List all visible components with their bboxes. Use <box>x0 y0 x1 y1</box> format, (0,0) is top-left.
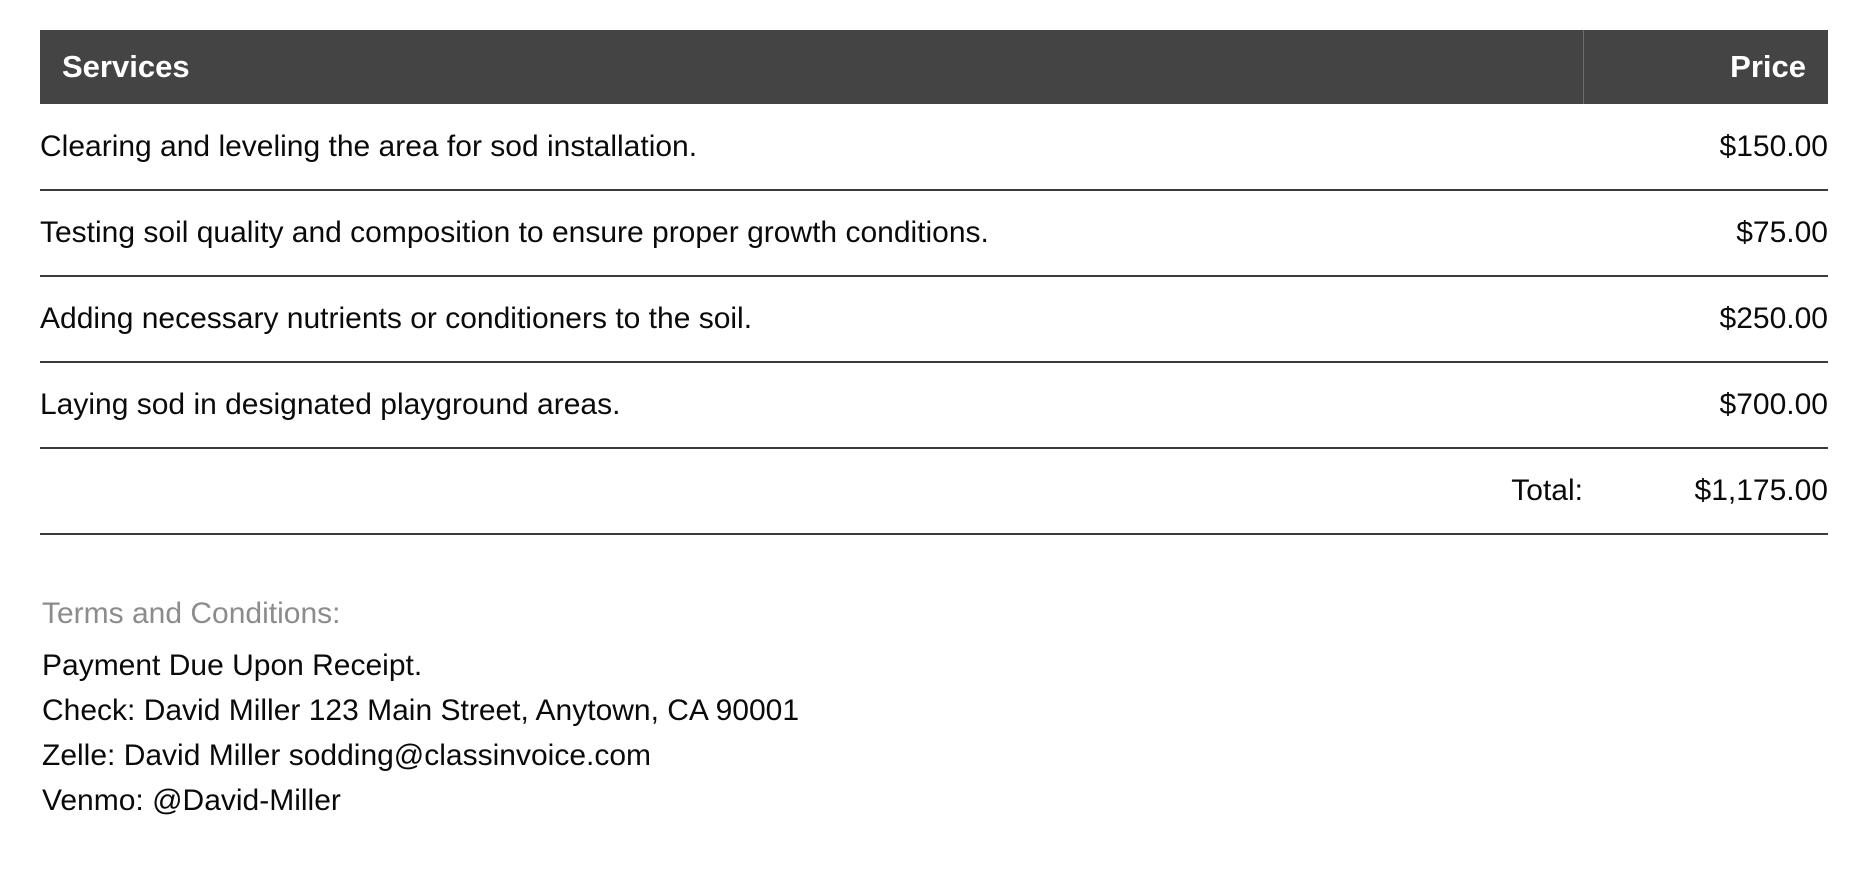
table-row <box>40 104 1828 190</box>
service-description: Adding necessary nutrients or conditioners to the soil. <box>40 276 1583 362</box>
terms-and-conditions-section <box>40 597 1828 823</box>
terms-line-check: Check: David Miller 123 Main Street, Anytown, CA 90001 <box>42 694 800 727</box>
service-description: Clearing and leveling the area for sod installation. <box>40 104 1583 190</box>
table-row <box>40 362 1828 448</box>
service-description: Testing soil quality and composition to ensure proper growth conditions. <box>40 190 1583 276</box>
services-table-head <box>40 30 1828 104</box>
service-price: $75.00 <box>1583 190 1828 276</box>
service-price: $150.00 <box>1583 104 1828 190</box>
services-table <box>40 30 1828 535</box>
total-row <box>40 448 1828 534</box>
table-row <box>40 190 1828 276</box>
terms-line-zelle: Zelle: David Miller sodding@classinvoice.com <box>42 739 652 772</box>
table-header-row <box>40 30 1828 104</box>
service-price: $700.00 <box>1583 362 1828 448</box>
total-value: $1,175.00 <box>1583 448 1828 534</box>
column-header-price: Price <box>1583 30 1828 104</box>
service-description: Laying sod in designated playground areas. <box>40 362 1583 448</box>
services-table-body <box>40 104 1828 534</box>
service-price: $250.00 <box>1583 276 1828 362</box>
table-row <box>40 276 1828 362</box>
terms-line-venmo: Venmo: @David-Miller <box>42 784 341 817</box>
terms-line-payment: Payment Due Upon Receipt. <box>42 649 423 682</box>
total-label: Total: <box>40 448 1583 534</box>
column-header-services: Services <box>40 30 1583 104</box>
terms-heading: Terms and Conditions: <box>42 597 341 630</box>
